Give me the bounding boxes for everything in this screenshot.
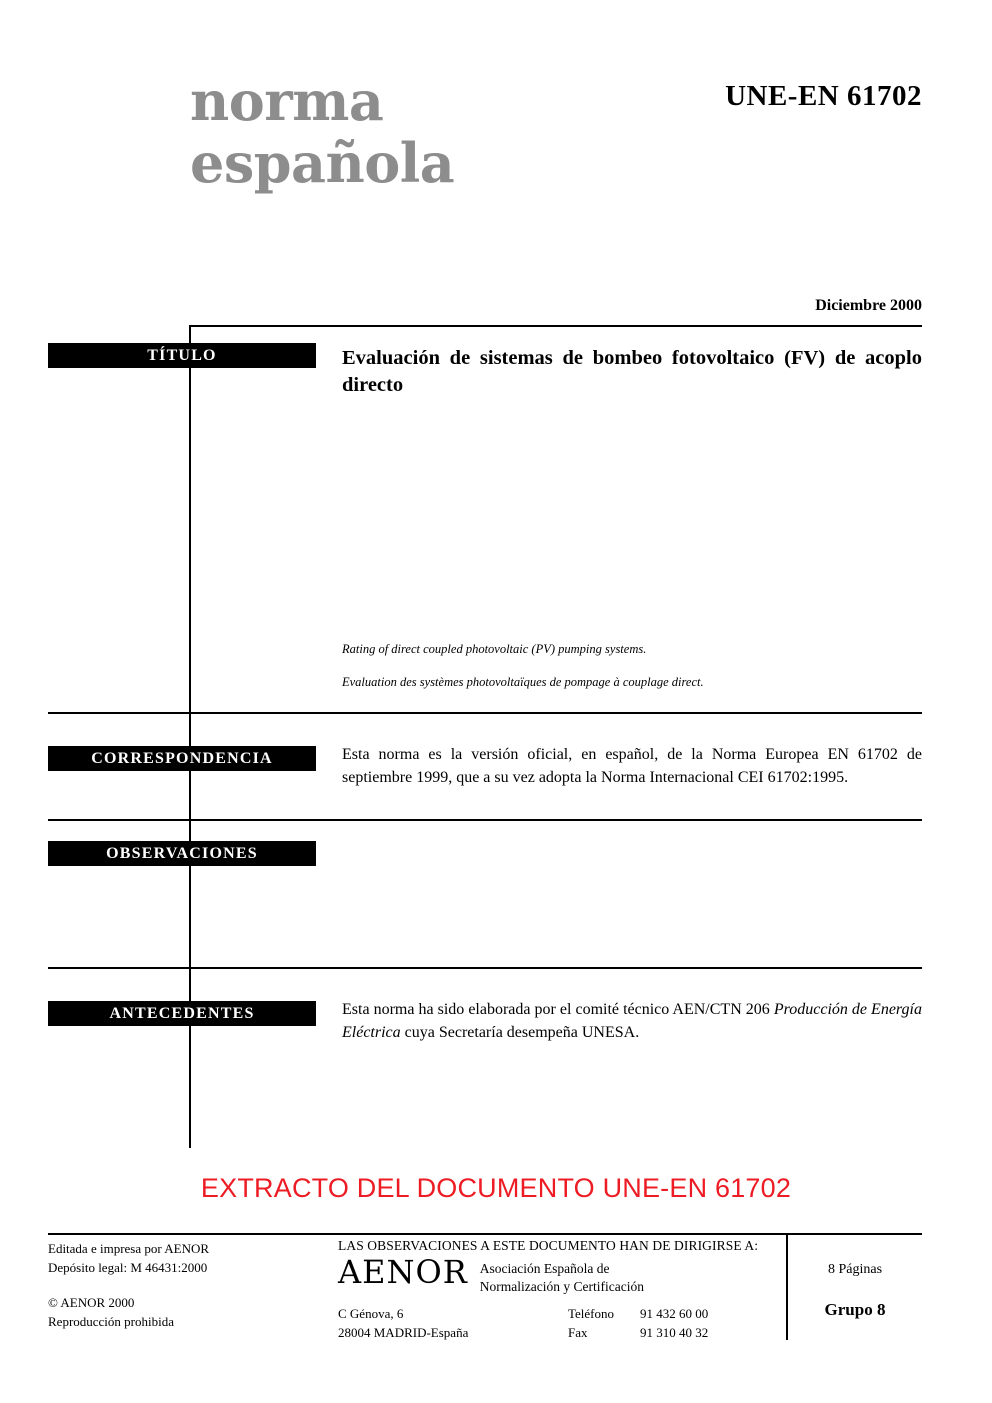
alt-title-english: Rating of direct coupled photovoltaic (PV) pumping systems. <box>342 642 647 656</box>
rule-top-titulo <box>190 325 922 327</box>
footer-rule <box>48 1233 922 1235</box>
footer-editor-line: Editada e impresa por AENOR <box>48 1241 210 1256</box>
footer-aenor-block <box>338 1238 768 1295</box>
footer-legal-deposit: Depósito legal: M 46431:2000 <box>48 1259 208 1275</box>
footer-group: Grupo 8 <box>824 1300 886 1319</box>
alt-title-french: Evaluation des systèmes photovoltaïques de pompage à couplage direct. <box>342 674 704 689</box>
footer-observations-notice: LAS OBSERVACIONES A ESTE DOCUMENTO HAN DE DIRIGIRSE A: <box>338 1238 759 1253</box>
footer-fax-value: 91 310 40 32 <box>640 1324 709 1340</box>
footer-page-info <box>788 1262 922 1320</box>
footer-contact-row-1 <box>338 1305 778 1324</box>
section-tag-titulo: TÍTULO <box>48 343 316 368</box>
section-tag-antecedentes: ANTECEDENTES <box>48 1001 316 1026</box>
antecedentes-part1: Esta norma ha sido elaborada por el comité técnico AEN/CTN 206 <box>342 1001 774 1018</box>
section-tag-correspondencia: CORRESPONDENCIA <box>48 746 316 771</box>
rule-above-antecedentes <box>48 967 922 969</box>
aenor-subtitle-line-1: Asociación Española de <box>479 1261 610 1276</box>
footer-address-line-1: C Génova, 6 <box>338 1306 404 1321</box>
antecedentes-text <box>342 999 922 1044</box>
masthead <box>190 70 710 194</box>
footer-contact-row-2 <box>338 1324 778 1343</box>
masthead-line-2: española <box>190 131 455 196</box>
aenor-logo: AENOR <box>338 1253 468 1291</box>
publication-date: Diciembre 2000 <box>815 297 922 314</box>
document-code: UNE-EN 61702 <box>725 80 922 112</box>
rule-above-correspondencia <box>48 712 922 714</box>
section-tag-observaciones: OBSERVACIONES <box>48 841 316 866</box>
aenor-subtitle <box>480 1260 644 1295</box>
footer-contact <box>338 1305 778 1343</box>
footer-publisher-info <box>48 1240 298 1331</box>
footer-page-count: 8 Páginas <box>827 1262 883 1277</box>
antecedentes-part2: cuya Secretaría desempeña UNESA. <box>400 1023 640 1041</box>
alternative-titles <box>342 640 922 692</box>
footer-copyright: © AENOR 2000 <box>48 1294 135 1310</box>
footer-address-line-2: 28004 MADRID-España <box>338 1324 469 1340</box>
rule-above-observaciones <box>48 819 922 821</box>
extract-banner: EXTRACTO DEL DOCUMENTO UNE-EN 61702 <box>200 1173 792 1203</box>
vertical-rule-titulo <box>189 325 191 712</box>
footer-fax-label: Fax <box>568 1324 588 1340</box>
masthead-line-1: norma <box>190 69 384 133</box>
footer-aenor-row <box>338 1253 768 1295</box>
vertical-rule-antecedentes <box>189 967 191 1148</box>
footer-reproduction-notice: Reproducción prohibida <box>48 1313 174 1329</box>
footer-phone-value: 91 432 60 00 <box>640 1306 709 1321</box>
antecedentes-italic: Producción de Energía Eléctrica <box>342 1001 923 1041</box>
correspondencia-text: Esta norma es la versión oficial, en español, de la Norma Europea EN 61702 de septiembre 1999, que a su vez adopta la Norma Internacional CEI 61702:1995. <box>342 746 922 786</box>
footer-phone-label: Teléfono <box>568 1306 615 1321</box>
aenor-subtitle-line-2: Normalización y Certificación <box>479 1278 644 1294</box>
document-title: Evaluación de sistemas de bombeo fotovoltaico (FV) de acoplo directo <box>342 347 922 396</box>
